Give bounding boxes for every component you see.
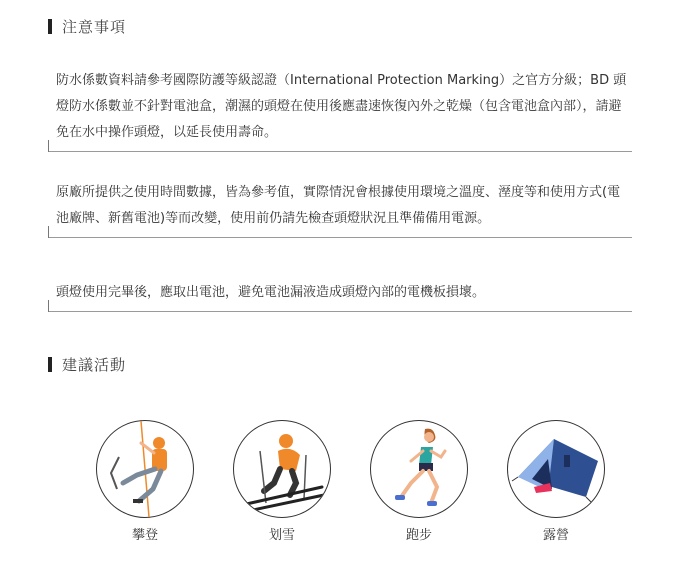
activity-label: 跑步: [405, 528, 432, 543]
skiing-icon: [234, 421, 330, 517]
divider-tick: [48, 300, 49, 312]
camping-tent-icon: [508, 421, 604, 517]
divider-line: [48, 311, 632, 312]
divider-tick: [48, 226, 49, 238]
activity-climbing: [90, 420, 200, 543]
activity-running: [364, 420, 474, 543]
activity-circle: [233, 420, 331, 518]
activities-section-title: [48, 354, 126, 375]
title-bar-marker: [48, 19, 52, 34]
climbing-icon: [97, 421, 193, 517]
activity-circle: [370, 420, 468, 518]
activity-label: 露營: [542, 528, 569, 543]
notice-text: 原廠所提供之使用時間數據，皆為參考值，實際情況會根據使用環境之溫度、溼度等和使用方式(電池廠牌、新舊電池)等而改變，使用前仍請先檢查頭燈狀況且準備備用電源。: [56, 185, 621, 226]
activity-label: 攀登: [131, 528, 158, 543]
notes-section-title: [48, 16, 126, 37]
activity-circle: [96, 420, 194, 518]
notes-title-text: 注意事項: [62, 18, 127, 36]
activity-circle: [507, 420, 605, 518]
activity-label: 划雪: [268, 528, 295, 543]
divider-line: [48, 237, 632, 238]
notice-text: 頭燈使用完畢後，應取出電池，避免電池漏液造成頭燈內部的電機板損壞。: [56, 285, 486, 300]
divider-line: [48, 151, 632, 152]
activities-row: [0, 420, 700, 560]
activities-title-text: 建議活動: [62, 356, 127, 374]
activity-skiing: [227, 420, 337, 543]
notice-block-runtime: [48, 180, 632, 232]
divider-tick: [48, 140, 49, 152]
running-icon: [371, 421, 467, 517]
notice-text: 防水係數資料請參考國際防護等級認證（International Protection Marking）之官方分級；BD 頭燈防水係數並不針對電池盒，潮濕的頭燈在使用後應盡速恢復內外之乾燥（包含電池盒內部），請避免在水中操作頭燈，以延長使用壽命。: [56, 73, 627, 140]
notice-block-battery: [48, 280, 632, 306]
title-bar-marker: [48, 357, 52, 372]
activity-camping: [501, 420, 611, 543]
notice-block-ip-rating: [48, 68, 632, 146]
